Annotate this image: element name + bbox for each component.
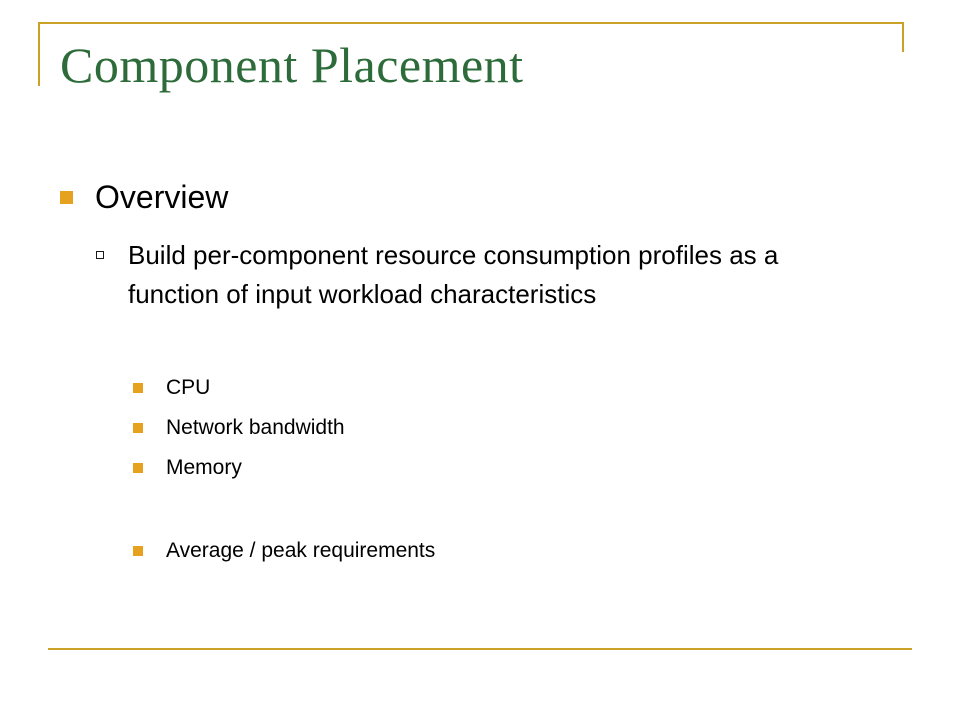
list-item-text: Network bandwidth — [166, 416, 345, 439]
hollow-square-bullet-icon — [96, 251, 104, 259]
square-bullet-icon — [60, 191, 73, 204]
bullet-level3-list — [133, 368, 435, 571]
list-item-text: Memory — [166, 456, 242, 479]
list-item-text: Average / peak requirements — [166, 539, 436, 562]
bullet-level1 — [60, 177, 228, 217]
slide-title: Component Placement — [60, 37, 524, 93]
square-bullet-icon — [133, 546, 143, 556]
list-item — [133, 531, 435, 571]
list-item-text: CPU — [166, 376, 211, 399]
list-item — [133, 368, 435, 408]
bullet-level1-text: Overview — [95, 179, 229, 215]
list-item — [133, 408, 435, 448]
bullet-level2 — [96, 236, 816, 314]
square-bullet-icon — [133, 383, 143, 393]
list-item — [133, 448, 435, 488]
square-bullet-icon — [133, 463, 143, 473]
square-bullet-icon — [133, 423, 143, 433]
bullet-level2-text: Build per-component resource consumption profiles as a function of input workload characteristics — [128, 240, 779, 309]
